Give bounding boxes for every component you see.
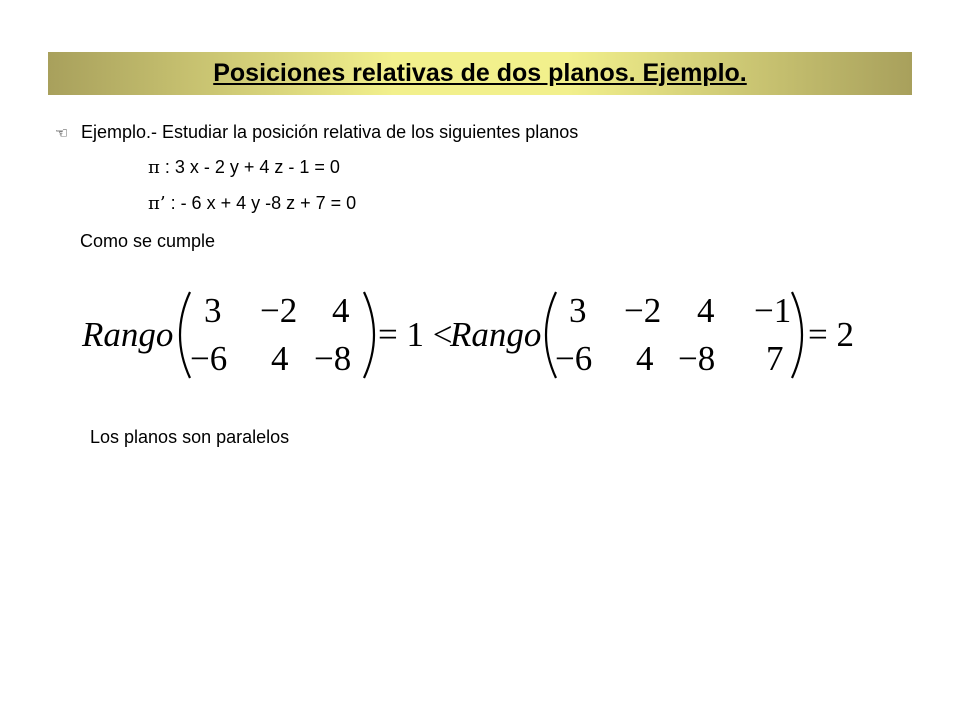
plane2-equation [148,193,356,214]
m2-r2c1: −6 [555,339,593,378]
m2-r2c2: 4 [636,339,654,378]
m2-r1c4: −1 [754,291,792,330]
m1-r1c2: −2 [260,291,298,330]
m2-r1c3: 4 [697,291,715,330]
plane2-text: : - 6 x + 4 y -8 z + 7 = 0 [165,193,357,213]
plane1-equation [148,157,340,178]
thumb-icon: ☜ [55,123,69,142]
equals-two: = 2 [808,315,854,354]
m2-r2c3: −8 [678,339,716,378]
plane1-symbol: π [148,157,160,178]
m2-r1c1: 3 [569,291,587,330]
rank-label-2: Rango [450,315,542,354]
m1-r2c2: 4 [271,339,289,378]
m2-r1c2: −2 [624,291,662,330]
m1-r2c1: −6 [190,339,228,378]
rank-label-1: Rango [82,315,174,354]
m2-r2c4: 7 [766,339,784,378]
m1-r1c3: 4 [332,291,350,330]
title-bar [48,52,912,95]
intro-text: Ejemplo.- Estudiar la posición relativa de los siguientes planos [81,122,579,142]
rank-formula [78,280,878,390]
plane2-symbol: π’ [148,193,166,214]
como-text: Como se cumple [80,231,216,251]
plane1-text: : 3 x - 2 y + 4 z - 1 = 0 [159,157,340,177]
slide-title: Posiciones relativas de dos planos. Ejemplo. [213,59,747,87]
m1-r1c1: 3 [204,291,222,330]
m1-r2c3: −8 [314,339,352,378]
matrix1-left-paren [180,292,190,378]
intro-line [55,122,578,143]
equals-one-less: = 1 < [378,315,453,354]
matrix1-right-paren [364,292,374,378]
conclusion-text: Los planos son paralelos [90,427,290,447]
matrix2-right-paren [792,292,802,378]
